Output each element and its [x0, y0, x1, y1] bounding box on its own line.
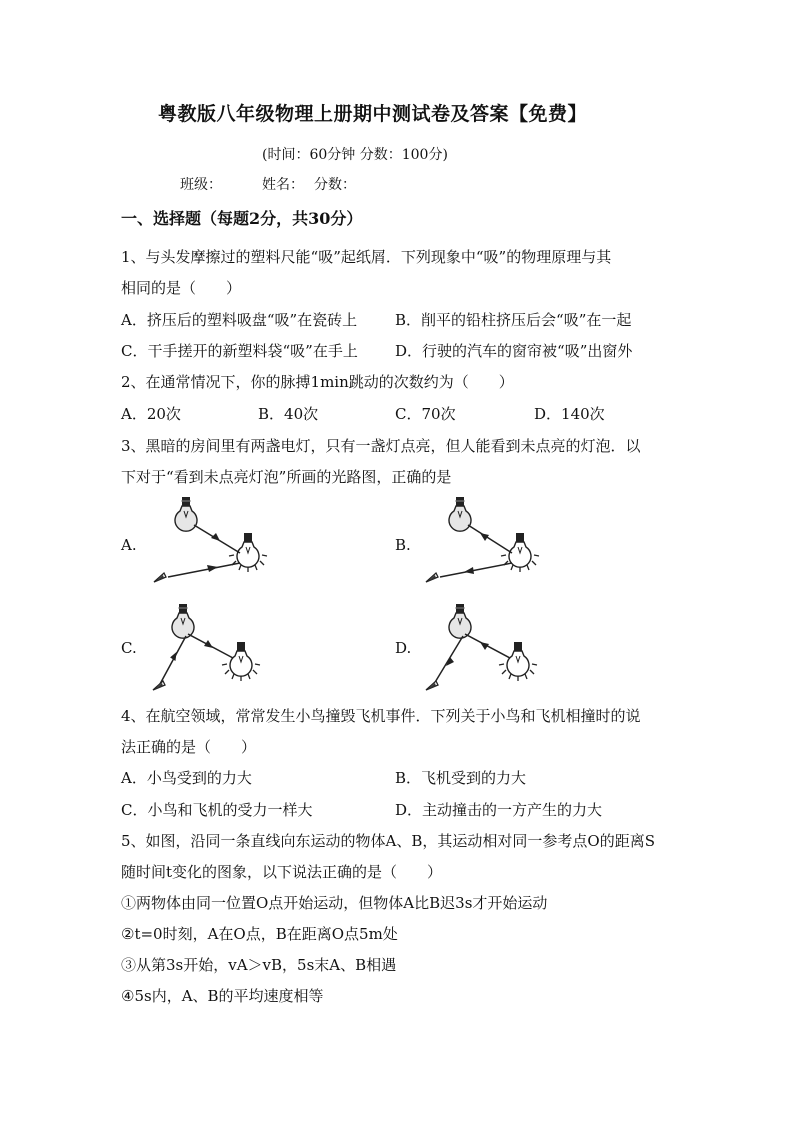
- q2-option-c: C．70次: [395, 405, 456, 423]
- q1-stem-line1: 1、与头发摩擦过的塑料尺能“吸”起纸屑．下列现象中“吸”的物理原理与其: [121, 248, 612, 266]
- q2-option-a: A．20次: [121, 405, 181, 423]
- q5-statement-4: ④5s内，A、B的平均速度相等: [121, 987, 324, 1005]
- q1-option-c: C．干手搓开的新塑料袋“吸”在手上: [121, 342, 358, 360]
- class-label: 班级：: [180, 177, 222, 193]
- q5-stem-line1: 5、如图，沿同一条直线向东运动的物体A、B，其运动相对同一参考点O的距离S: [121, 832, 655, 850]
- q1-option-a: A．挤压后的塑料吸盘“吸”在瓷砖上: [121, 311, 358, 329]
- page-title: 粤教版八年级物理上册期中测试卷及答案【免费】: [158, 103, 588, 125]
- light-path-diagram-b: [420, 493, 545, 588]
- q5-statement-1: ①两物体由同一位置O点开始运动，但物体A比B迟3s才开始运动: [121, 894, 548, 912]
- q3-option-d: D.: [395, 639, 412, 657]
- q3-stem-line1: 3、黑暗的房间里有两盏电灯，只有一盏灯点亮，但人能看到未点亮的灯泡．以: [121, 437, 641, 455]
- light-path-diagram-c: [148, 600, 273, 695]
- q5-statement-2: ②t=0时刻，A在O点，B在距离O点5m处: [121, 925, 398, 943]
- student-info: [180, 175, 356, 195]
- q1-stem-line2: 相同的是（ ）: [121, 279, 242, 297]
- exam-info: (时间：60分钟 分数：100分): [262, 147, 448, 163]
- q2-option-d: D．140次: [534, 405, 605, 423]
- light-path-diagram-a: [148, 493, 273, 588]
- q4-option-d: D．主动撞击的一方产生的力大: [395, 801, 603, 819]
- q4-option-b: B．飞机受到的力大: [395, 769, 527, 787]
- q4-option-a: A．小鸟受到的力大: [121, 769, 252, 787]
- name-label: 姓名：: [262, 177, 304, 193]
- section-heading: 一、选择题（每题2分，共30分）: [121, 209, 363, 228]
- q3-option-b: B.: [395, 536, 411, 554]
- q3-option-a: A.: [121, 536, 137, 554]
- q2-stem: 2、在通常情况下，你的脉搏1min跳动的次数约为（ ）: [121, 373, 514, 391]
- q1-option-d: D．行驶的汽车的窗帘被“吸”出窗外: [395, 342, 633, 360]
- q4-option-c: C．小鸟和飞机的受力一样大: [121, 801, 313, 819]
- score-label: 分数：: [314, 177, 356, 193]
- q4-stem-line2: 法正确的是（ ）: [121, 738, 257, 756]
- q5-stem-line2: 随时间t变化的图象，以下说法正确的是（ ）: [121, 863, 443, 881]
- q5-statement-3: ③从第3s开始，vA＞vB，5s末A、B相遇: [121, 956, 397, 974]
- q1-option-b: B．削平的铅柱挤压后会“吸”在一起: [395, 311, 632, 329]
- light-path-diagram-d: [420, 600, 545, 695]
- q4-stem-line1: 4、在航空领域，常常发生小鸟撞毁飞机事件．下列关于小鸟和飞机相撞时的说: [121, 707, 641, 725]
- q3-stem-line2: 下对于“看到未点亮灯泡”所画的光路图，正确的是: [121, 468, 452, 486]
- q3-option-c: C.: [121, 639, 137, 657]
- q2-option-b: B．40次: [258, 405, 319, 423]
